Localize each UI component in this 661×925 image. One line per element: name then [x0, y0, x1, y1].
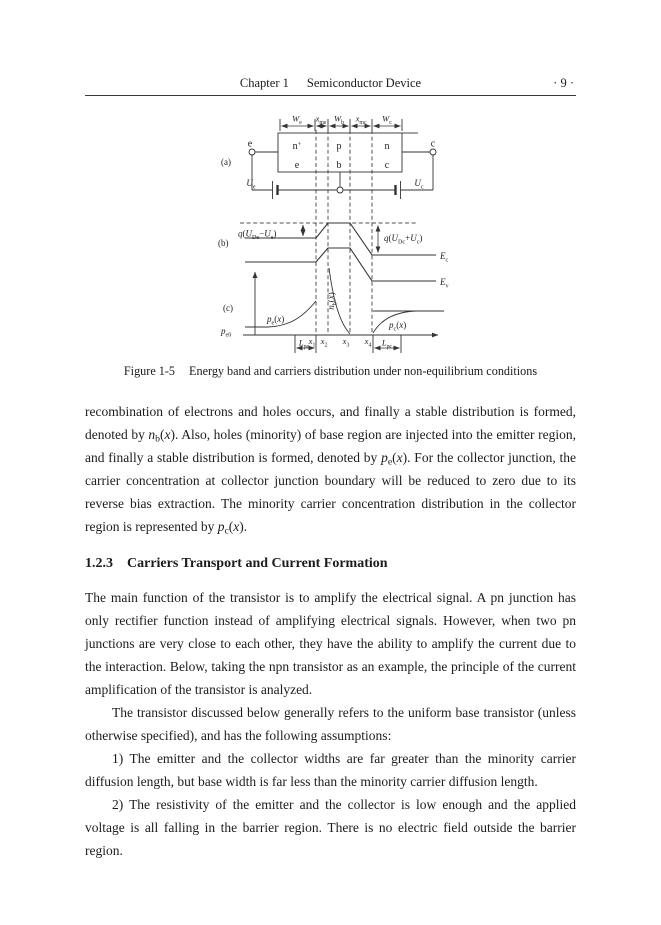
section-number: 1.2.3: [85, 556, 113, 571]
battery-emitter: [273, 181, 278, 199]
figure-caption-text: Energy band and carriers distribution under non-equilibrium conditions: [189, 364, 538, 378]
region-emitter-name: e: [294, 160, 300, 171]
dim-wc-label: $W_c$: [382, 113, 392, 126]
base-terminal: [337, 187, 343, 193]
emitter-barrier-label: $q(U_{De}-U_e)$: [238, 228, 277, 241]
section-heading: [85, 552, 576, 575]
region-collector-name: c: [384, 160, 390, 171]
collector-terminal: [430, 149, 436, 155]
region-base-doping: p: [336, 141, 342, 152]
nb-curve-label: $n_b(x)$: [326, 292, 339, 310]
terminal-e-label: e: [247, 138, 253, 150]
paragraph-assumption-1: 1) The emitter and the collector widths are far greater than the minority carrier diffusion length, but base width is far less than the minority carrier diffusion length.: [85, 751, 576, 789]
x3-tick-label: $x_3$: [342, 336, 350, 349]
dim-xmc-label: $x_{mc}$: [355, 113, 367, 126]
pe-curve-label: $p_e(x)$: [267, 314, 285, 327]
dim-wb-label: $W_b$: [334, 113, 344, 126]
chapter-label: Chapter 1: [239, 76, 289, 90]
paragraph-main-function: The main function of the transistor is to amplify the electrical signal. A pn junction has only rectifier function instead of amplifying electrical signals. However, when two pn junctions are very close to each other, they have the ability to amplify the current due to the interaction. Below, taking the npn transistor as an example, the principle of the current amplification of the transistor is analyzed.: [85, 590, 576, 697]
collector-barrier-label: $q(U_{Dc}+U_c)$: [384, 233, 423, 246]
panel-a-structure: [249, 119, 436, 199]
emitter-terminal: [249, 149, 255, 155]
circuit-wires: [252, 152, 433, 190]
figure-caption-label: Figure 1-5: [123, 364, 176, 378]
section-title: Carriers Transport and Current Formation: [127, 556, 388, 571]
running-header: [85, 76, 576, 94]
ec-label: $E_c$: [440, 251, 449, 264]
figure-1-5: [0, 105, 661, 367]
chapter-header: [85, 76, 576, 91]
valence-band: [245, 248, 436, 281]
ev-label: $E_v$: [440, 277, 449, 290]
x4-tick-label: $x_4$: [364, 336, 372, 349]
panel-a-tag: (a): [221, 157, 231, 167]
paragraph-assumptions-intro: The transistor discussed below generally refers to the uniform base transistor (unless otherwise specified), and has the following assumptions:: [85, 705, 576, 743]
voltage-uc-label: $U_c$: [414, 178, 424, 191]
junction-dashed-lines: [316, 130, 372, 335]
x2-tick-label: $x_2$: [320, 336, 328, 349]
paragraph-assumption-2: 2) The resistivity of the emitter and the collector is low enough and the applied voltage is all falling in the barrier region. There is no electric field outside the barrier region.: [85, 797, 576, 858]
voltage-ue-label: $U_e$: [246, 178, 256, 191]
panel-c-tag: (c): [223, 303, 233, 313]
region-collector-doping: n: [384, 141, 390, 152]
battery-collector: [396, 181, 401, 199]
header-rule: [85, 95, 576, 96]
paragraph-recombination: recombination of electrons and holes occurs, and finally a stable distribution is formed, denoted by nb(x). Also, holes (minority) of base region are injected into the emitter region, and finally a stable distribution is formed, denoted by pe(x). For the collector junction, the carrier concentration at collector junction boundary will be reduced to zero due to its reverse bias extraction. The minority carrier concentration distribution in the collector region is represented by pc(x).: [85, 404, 576, 537]
dim-we-label: $W_e$: [292, 113, 302, 126]
panel-b-tag: (b): [218, 238, 229, 248]
dim-xme-label: $x_{me}$: [315, 113, 327, 126]
figure-caption: [0, 364, 661, 379]
panel-b-labels: [218, 229, 450, 290]
panel-c-labels: [220, 292, 406, 350]
region-emitter-doping: n+: [292, 141, 302, 152]
lpc-label: $L_{pc}$: [381, 337, 393, 350]
chapter-title: Semiconductor Device: [306, 76, 422, 90]
page-number: · 9 ·: [553, 76, 574, 90]
pc-curve-label: $p_c(x)$: [389, 320, 407, 333]
region-base-name: b: [336, 160, 342, 171]
body-text: [85, 400, 576, 862]
lpe-label: $L_{pe}$: [298, 337, 310, 350]
pe0-label: $p_{e0}$: [221, 326, 232, 339]
terminal-c-label: c: [430, 138, 436, 150]
x1-tick-label: $x_1$: [308, 336, 316, 349]
